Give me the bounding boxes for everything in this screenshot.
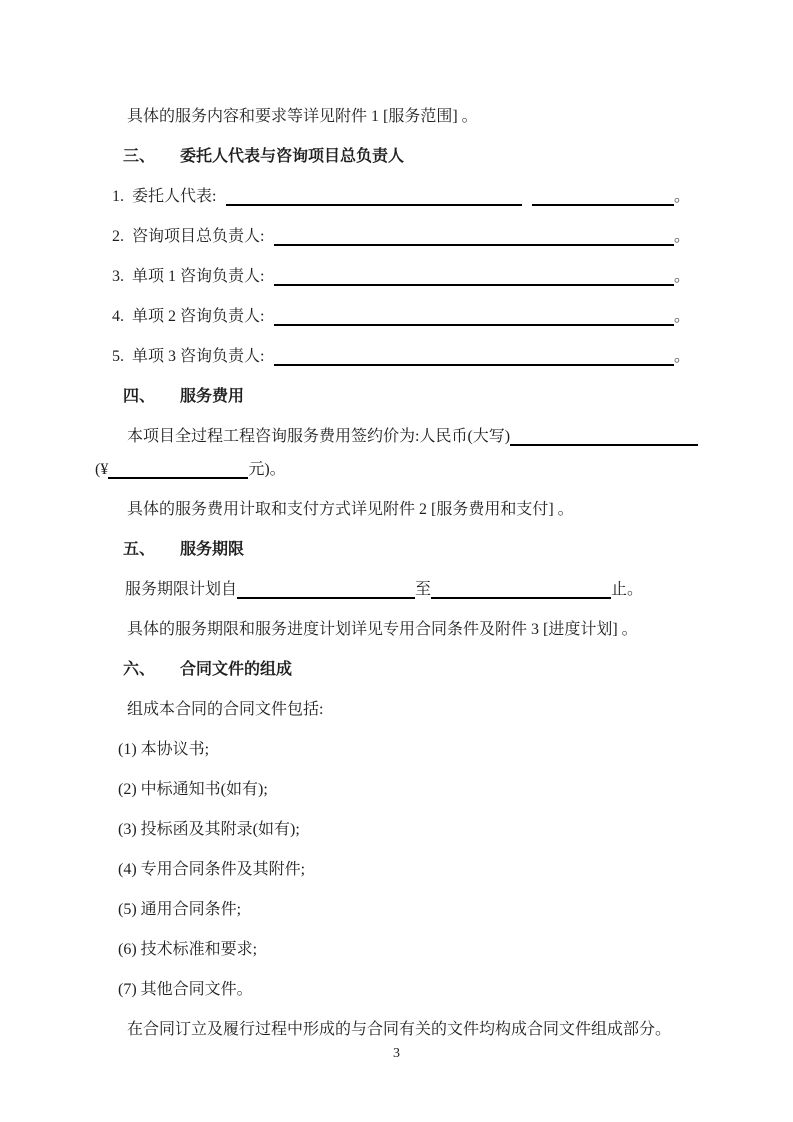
file-item-text: 其他合同文件。 [140, 981, 253, 998]
service-period-start-blank[interactable] [237, 580, 415, 599]
file-item-text: 投标函及其附录(如有); [140, 821, 300, 838]
amount-open-paren: (¥ [95, 461, 109, 478]
item-number: 1. [112, 188, 124, 205]
paragraph-service-scope-ref: 具体的服务内容和要求等详见附件 1 [服务范围] 。 [127, 108, 478, 125]
paragraph-fee-payment-ref: 具体的服务费用计取和支付方式详见附件 2 [服务费用和支付] 。 [127, 501, 574, 518]
client-representative-blank-1[interactable] [226, 187, 522, 206]
contract-file-item-5 [95, 900, 698, 919]
file-item-text: 专用合同条件及其附件; [140, 861, 306, 878]
unit3-consultant-blank[interactable] [274, 347, 674, 366]
item-period: 。 [673, 188, 690, 205]
section-title: 服务期限 [180, 541, 245, 558]
section-number: 五、 [123, 541, 156, 558]
page-number: 3 [393, 1046, 400, 1061]
item-period: 。 [673, 308, 690, 325]
file-item-text: 本协议书; [140, 741, 210, 758]
item-period: 。 [673, 268, 690, 285]
section-title: 合同文件的组成 [180, 661, 293, 678]
item-number: 5. [112, 348, 124, 365]
item-label: 单项 1 咨询负责人: [132, 268, 265, 285]
section-title: 委托人代表与咨询项目总负责人 [180, 148, 405, 165]
file-item-number: (3) [118, 821, 137, 838]
contract-file-item-3 [95, 820, 698, 839]
unit1-consultant-blank[interactable] [274, 267, 674, 286]
contract-price-figures-line [95, 460, 698, 479]
item-label: 单项 2 咨询负责人: [132, 308, 265, 325]
price-sentence-prefix: 本项目全过程工程咨询服务费用签约价为:人民币(大写) [127, 428, 511, 445]
item-period: 。 [673, 228, 690, 245]
section-heading-5 [95, 540, 698, 559]
item-label: 单项 3 咨询负责人: [132, 348, 265, 365]
section-heading-3 [95, 147, 698, 166]
file-item-number: (1) [118, 741, 137, 758]
file-item-number: (5) [118, 901, 137, 918]
contract-file-item-7 [95, 980, 698, 999]
period-suffix: 止。 [611, 581, 644, 598]
period-to-text: 至 [415, 581, 432, 598]
section-title: 服务费用 [180, 388, 245, 405]
item-number: 4. [112, 308, 124, 325]
chief-consultant-blank[interactable] [274, 227, 674, 246]
service-period-line [95, 580, 698, 599]
paragraph-documents-closing: 在合同订立及履行过程中形成的与合同有关的文件均构成合同文件组成部分。 [127, 1021, 672, 1038]
period-prefix: 服务期限计划自 [125, 581, 238, 598]
contract-price-words-blank[interactable] [510, 427, 698, 446]
file-item-number: (4) [118, 861, 137, 878]
amount-close-text: 元)。 [248, 461, 286, 478]
contract-price-figures-blank[interactable] [108, 460, 248, 479]
item-number: 2. [112, 228, 124, 245]
paragraph-schedule-ref: 具体的服务期限和服务进度计划详见专用合同条件及附件 3 [进度计划] 。 [127, 621, 638, 638]
file-item-number: (6) [118, 941, 137, 958]
contract-file-item-2 [95, 780, 698, 799]
numbered-item-unit2-consultant [95, 307, 698, 326]
section-number: 四、 [123, 388, 156, 405]
numbered-item-unit1-consultant [95, 267, 698, 286]
numbered-item-unit3-consultant [95, 347, 698, 366]
file-item-text: 中标通知书(如有); [140, 781, 268, 798]
contract-file-item-1 [95, 740, 698, 759]
file-item-number: (2) [118, 781, 137, 798]
contract-price-line [95, 427, 698, 446]
contract-file-item-6 [95, 940, 698, 959]
numbered-item-chief-consultant [95, 227, 698, 246]
section-number: 三、 [123, 148, 156, 165]
item-period: 。 [673, 348, 690, 365]
item-number: 3. [112, 268, 124, 285]
client-representative-blank-2[interactable] [532, 187, 674, 206]
section-heading-4 [95, 387, 698, 406]
file-item-text: 通用合同条件; [140, 901, 242, 918]
file-item-number: (7) [118, 981, 137, 998]
item-label: 咨询项目总负责人: [132, 228, 265, 245]
unit2-consultant-blank[interactable] [274, 307, 674, 326]
file-item-text: 技术标准和要求; [140, 941, 258, 958]
section-heading-6 [95, 660, 698, 679]
section-number: 六、 [123, 661, 156, 678]
contract-file-item-4 [95, 860, 698, 879]
numbered-item-client-representative [95, 187, 698, 206]
item-label: 委托人代表: [132, 188, 217, 205]
paragraph-documents-lead-in: 组成本合同的合同文件包括: [127, 701, 324, 718]
service-period-end-blank[interactable] [431, 580, 611, 599]
